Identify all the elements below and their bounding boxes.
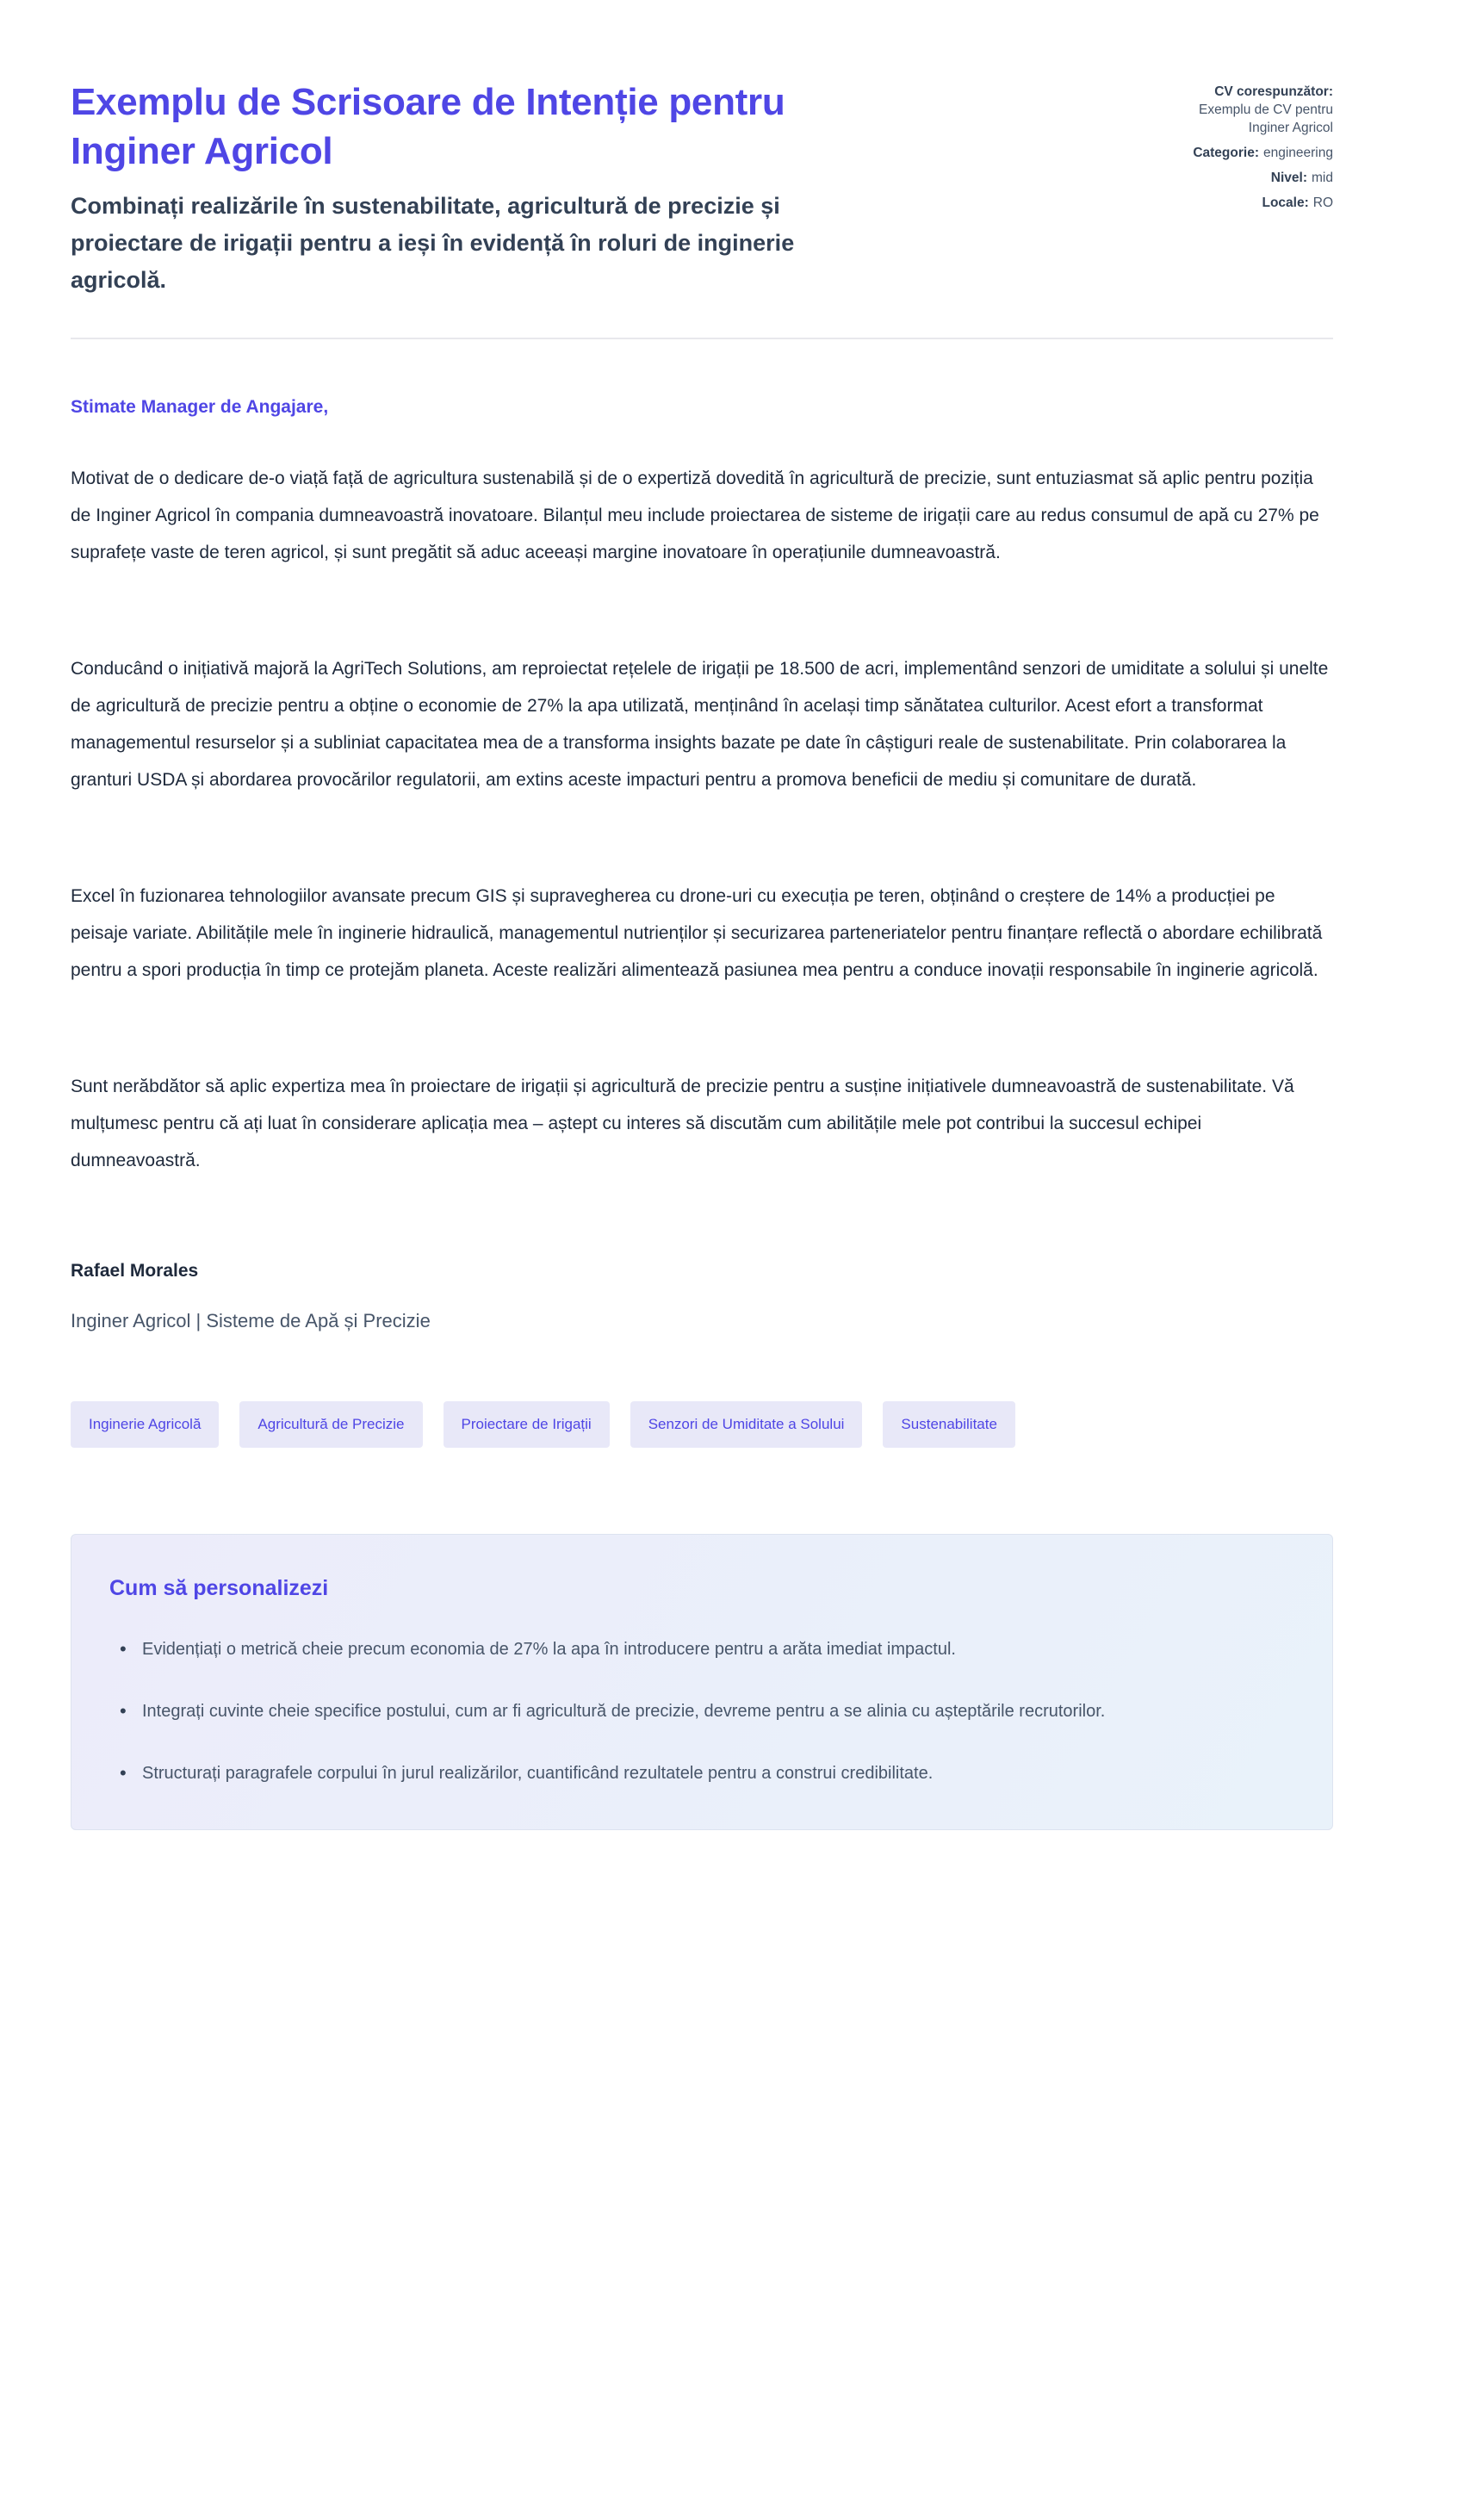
meta-panel [1161, 78, 1333, 212]
meta-cv-label: CV corespunzător: [1214, 84, 1333, 99]
tip-item-1: • Evidențiați o metrică cheie precum economia de 27% la apa în introducere pentru a arăta imediat impactul. [115, 1631, 1217, 1667]
letter-paragraph-3: Excel în fuzionarea tehnologiilor avansate precum GIS și supravegherea cu drone-uri cu execuția pe teren, obținând o creștere de 14% a producției pe peisaje variate. Abilitățile mele în inginerie hidraulică, managementul nutrienților și securizarea parteneriatelor pentru finanțare reflectă o abordare echilibrată pentru a spori producția în timp ce protejăm planeta. Aceste realizări alimentează pasiunea mea pentru a conduce inovații responsabile în inginerie agricolă. [71, 886, 1323, 980]
header-divider [71, 338, 1333, 339]
page-title: Exemplu de Scrisoare de Intenție pentru Inginer Agricol [71, 81, 785, 172]
meta-locale-value: RO [1312, 196, 1333, 210]
meta-matching-cv [1161, 83, 1333, 137]
meta-level-label: Nivel: [1270, 171, 1308, 185]
page-subtitle: Combinați realizările în sustenabilitate, agricultură de precizie și proiectare de irigații pentru a ieși în evidență în roluri de inginerie agricolă. [71, 193, 795, 293]
meta-level [1161, 169, 1333, 187]
letter-paragraph-4: Sunt nerăbdător să aplic expertiza mea în proiectare de irigații și agricultură de precizie pentru a susține inițiativele dumneavoastră de sustenabilitate. Vă mulțumesc pentru că ați luat în considerare aplicația mea – aștept cu interes să discutăm cum abilitățile mele pot contribui la succesul echipei dumneavoastră. [71, 1077, 1294, 1170]
letter-greeting: Stimate Manager de Angajare, [71, 397, 329, 417]
meta-locale [1161, 194, 1333, 212]
meta-category [1161, 144, 1333, 162]
signature-role: Inginer Agricol | Sisteme de Apă și Precizie [71, 1310, 431, 1331]
tips-list [109, 1631, 1294, 1791]
callout-title: Cum să personalizezi [109, 1576, 329, 1600]
meta-category-value: engineering [1262, 146, 1333, 160]
page-header [71, 78, 1333, 299]
customization-tips-card [71, 1534, 1333, 1830]
tag-list [71, 1401, 1333, 1448]
tag-proiectare-de-irigatii[interactable]: Proiectare de Irigații [444, 1401, 610, 1448]
tag-senzori-de-umiditate[interactable]: Senzori de Umiditate a Solului [630, 1401, 863, 1448]
tag-agricultura-de-precizie[interactable]: Agricultură de Precizie [239, 1401, 422, 1448]
meta-locale-label: Locale: [1262, 196, 1309, 210]
tip-item-2: • Integrați cuvinte cheie specifice postului, cum ar fi agricultură de precizie, devreme pentru a se alinia cu așteptările recrutorilor. [115, 1693, 1217, 1729]
meta-category-label: Categorie: [1193, 146, 1259, 160]
header-title-block [71, 78, 828, 299]
letter-paragraph-1: Motivat de o dedicare de-o viață față de agricultura sustenabilă și de o expertiză dovedită în agricultură de precizie, sunt entuziasmat să aplic pentru poziția de Inginer Agricol în compania dumneavoastră inovatoare. Bilanțul meu include proiectarea de sisteme de irigații care au redus consumul de apă cu 27% pe suprafețe vaste de teren agricol, și sunt pregătit să aduc aceeași margine inovatoare în operațiunile dumneavoastră. [71, 469, 1319, 562]
tag-sustenabilitate[interactable]: Sustenabilitate [883, 1401, 1015, 1448]
letter-body [71, 394, 1333, 1334]
signature-name: Rafael Morales [71, 1261, 199, 1281]
tag-inginerie-agricola[interactable]: Inginerie Agricolă [71, 1401, 219, 1448]
tip-item-3: • Structurați paragrafele corpului în jurul realizărilor, cuantificând rezultatele pentru a construi credibilitate. [115, 1755, 1217, 1791]
meta-level-value: mid [1312, 171, 1333, 185]
letter-paragraph-2: Conducând o inițiativă majoră la AgriTech Solutions, am reproiectat rețelele de irigații pe 18.500 de acri, implementând senzori de umiditate a solului și unelte de agricultură de precizie pentru a obține o economie de 27% la apa utilizată, menținând în același timp sănătatea culturilor. Acest efort a transformat managementul resurselor și a subliniat capacitatea mea de a transforma insights bazate pe date în câștiguri reale de sustenabilitate. Prin colaborarea la granturi USDA și abordarea provocărilor regulatorii, am extins aceste impacturi pentru a promova beneficii de mediu și comunitare de durată. [71, 659, 1329, 790]
matching-cv-link[interactable]: Exemplu de CV pentru Inginer Agricol [1199, 102, 1333, 135]
